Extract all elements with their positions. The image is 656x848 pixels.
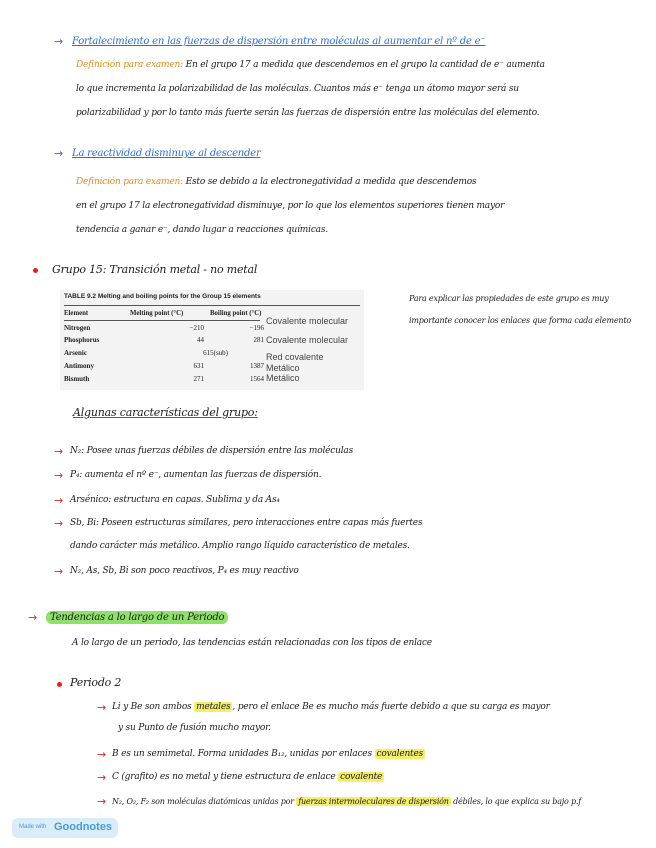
table-rule <box>64 320 260 321</box>
bullet-icon <box>33 268 38 273</box>
header-boiling: Boiling point (°C) <box>210 310 262 317</box>
highlight: metales <box>196 702 231 712</box>
text: N₂, O₂, F₂ son moléculas diatómicas unidas por <box>112 797 294 806</box>
list-item: N₂, As, Sb, Bi son poco reactivos, P₄ es muy reactivo <box>70 566 299 576</box>
paragraph-line: en el grupo 17 la electronegatividad disminuye, por lo que los elementos superiores tienen mayor <box>76 201 505 211</box>
definition-label: Definición para examen: <box>76 177 183 187</box>
section-title-reactividad: La reactividad disminuye al descender <box>72 148 261 159</box>
arrow-icon: → <box>54 494 64 507</box>
arrow-icon: → <box>54 147 64 160</box>
table-cell-element: Phosphorus <box>64 336 100 344</box>
bond-type-label: Metálico <box>266 373 300 383</box>
period-title-text: Tendencias a lo largo de un Periodo <box>46 611 228 624</box>
table-cell-bp: 281 <box>253 336 264 344</box>
list-item: P₄: aumenta el nº e⁻, aumentan las fuerzas de dispersión. <box>70 470 322 480</box>
text: débiles, lo que explica su bajo p.f <box>453 797 582 806</box>
table-cell-mp: 631 <box>193 362 204 370</box>
paragraph-line <box>76 177 476 187</box>
header-element: Element <box>64 310 89 317</box>
period-title <box>46 612 228 623</box>
list-item-continuation: dando carácter más metálico. Amplio rango líquido característico de metales. <box>70 541 410 551</box>
bond-type-label: Metálico <box>266 363 300 373</box>
side-note-line: importante conocer los enlaces que forma cada elemento <box>409 316 631 325</box>
section-title-dispersion: Fortalecimiento en las fuerzas de dispersión entre moléculas al aumentar el nº de e⁻ <box>72 36 486 47</box>
arrow-icon: → <box>97 771 107 784</box>
table-cell-mp: 271 <box>193 375 204 383</box>
header-melting: Melting point (°C) <box>130 310 184 317</box>
table-cell-mp: 615(sub) <box>203 349 228 357</box>
highlight: covalente <box>340 772 383 782</box>
paragraph-line: tendencia a ganar e⁻, dando lugar a reacciones químicas. <box>76 225 328 235</box>
arrow-icon: → <box>54 565 64 578</box>
characteristics-title: Algunas características del grupo: <box>73 406 258 419</box>
text: , pero el enlace Be es mucho más fuerte debido a que su carga es mayor <box>232 702 550 712</box>
paragraph-text: Esto se debido a la electronegatividad a medida que descendemos <box>185 177 477 187</box>
table-cell-element: Nitrogen <box>64 324 91 332</box>
arrow-icon: → <box>54 35 64 48</box>
paragraph-text: En el grupo 17 a medida que descendemos en el grupo la cantidad de e⁻ aumenta <box>185 60 545 70</box>
paragraph-line <box>76 60 545 70</box>
arrow-icon: → <box>28 611 38 624</box>
table-cell-mp: −210 <box>189 324 204 332</box>
paragraph-line: polarizabilidad y por lo tanto más fuerte serán las fuerzas de dispersión entre las moléculas del elemento. <box>76 108 540 118</box>
arrow-icon: → <box>54 469 64 482</box>
table-cell-element: Arsenic <box>64 349 87 357</box>
highlight: fuerzas intermoleculares de dispersión <box>298 797 449 806</box>
arrow-icon: → <box>97 795 107 808</box>
paragraph-line: lo que incrementa la polarizabilidad de las moléculas. Cuantos más e⁻ tenga un átomo mayor será su <box>76 84 519 94</box>
table-caption: TABLE 9.2 Melting and boiling points for the Group 15 elements <box>64 293 261 300</box>
definition-label: Definición para examen: <box>76 60 183 70</box>
side-note-line: Para explicar las propiedades de este grupo es muy <box>409 294 609 303</box>
list-item-continuation: y su Punto de fusión mucho mayor. <box>118 723 271 733</box>
list-item: N₂: Posee unas fuerzas débiles de dispersión entre las moléculas <box>70 446 353 456</box>
list-item <box>112 749 425 759</box>
bullet-icon <box>57 682 62 687</box>
text: C (grafito) es no metal y tiene estructura de enlace <box>112 772 336 782</box>
badge-brand: Goodnotes <box>54 821 113 833</box>
bond-type-label: Covalente molecular <box>266 316 349 326</box>
table-cell-mp: 44 <box>197 336 204 344</box>
highlight: covalentes <box>376 749 424 759</box>
table-cell-element: Antimony <box>64 362 94 370</box>
list-item <box>112 772 384 782</box>
table-rule <box>64 305 360 306</box>
arrow-icon: → <box>97 701 107 714</box>
bond-type-label: Red covalente <box>266 352 324 362</box>
badge-made-with: Made with <box>19 824 47 830</box>
table-cell-bp: 1387 <box>250 362 264 370</box>
list-item <box>112 797 581 806</box>
paragraph-line: A lo largo de un periodo, las tendencias están relacionadas con los tipos de enlace <box>72 638 432 648</box>
text: Li y Be son ambos <box>112 702 192 712</box>
group15-title: Grupo 15: Transición metal - no metal <box>52 263 258 276</box>
arrow-icon: → <box>97 748 107 761</box>
period2-title: Periodo 2 <box>70 676 122 689</box>
list-item <box>112 702 550 712</box>
text: B es un semimetal. Forma unidades B₁₂, unidas por enlaces <box>112 749 372 759</box>
table-cell-element: Bismuth <box>64 375 90 383</box>
arrow-icon: → <box>54 445 64 458</box>
table-cell-bp: −196 <box>249 324 264 332</box>
list-item: Arsénico: estructura en capas. Sublima y da As₄ <box>70 495 280 505</box>
arrow-icon: → <box>54 517 64 530</box>
bond-type-label: Covalente molecular <box>266 335 349 345</box>
goodnotes-badge[interactable] <box>12 818 118 838</box>
melting-boiling-table <box>60 290 364 390</box>
table-cell-bp: 1564 <box>250 375 264 383</box>
list-item: Sb, Bi: Poseen estructuras similares, pero interacciones entre capas más fuertes <box>70 518 423 528</box>
